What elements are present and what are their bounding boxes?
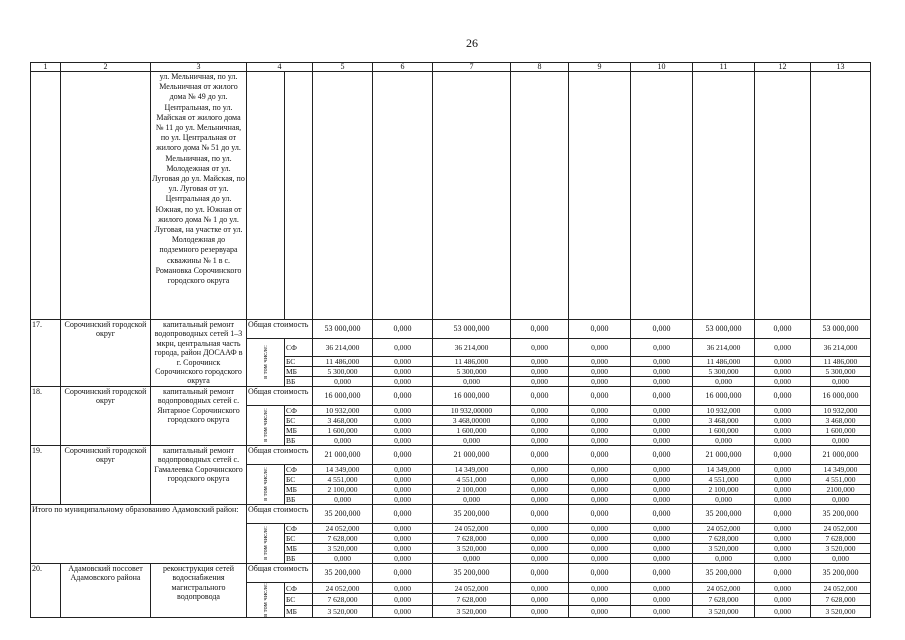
funding-value: 0,000: [755, 405, 811, 415]
funding-value: 0,000: [511, 356, 569, 366]
total-value: 16 000,000: [313, 386, 373, 405]
continuation-row: [31, 72, 871, 320]
total-value: 53 000,000: [433, 320, 511, 339]
municipality-name: Сорочинский городской округ: [61, 445, 151, 504]
total-value: 35 200,000: [433, 504, 511, 523]
funding-value: 0,000: [313, 553, 373, 563]
funding-value: 0,000: [511, 484, 569, 494]
funding-value: 24 052,000: [693, 523, 755, 533]
row-number: 19.: [31, 445, 61, 504]
funding-value: 7 628,000: [433, 594, 511, 606]
funding-value: 0,000: [631, 494, 693, 504]
funding-value: 24 052,000: [693, 582, 755, 594]
funding-value: 0,000: [569, 474, 631, 484]
funding-value: 0,000: [373, 339, 433, 357]
funding-value: 0,000: [373, 543, 433, 553]
funding-value: 4 551,000: [811, 474, 871, 484]
row-number: 20.: [31, 563, 61, 617]
funding-value: 2 100,000: [433, 484, 511, 494]
funding-source-label: МБ: [285, 366, 313, 376]
funding-value: 36 214,000: [433, 339, 511, 357]
funding-value: 5 300,000: [433, 366, 511, 376]
total-value: 35 200,000: [313, 504, 373, 523]
funding-value: 36 214,000: [811, 339, 871, 357]
funding-value: 0,000: [511, 494, 569, 504]
funding-value: 0,000: [631, 339, 693, 357]
funding-value: 0,000: [373, 415, 433, 425]
total-value: 0,000: [373, 386, 433, 405]
funding-value: 0,000: [631, 474, 693, 484]
total-value: 0,000: [631, 320, 693, 339]
funding-value: 0,000: [511, 464, 569, 474]
total-value: 0,000: [569, 445, 631, 464]
total-value: 0,000: [511, 445, 569, 464]
funding-source-label: СФ: [285, 582, 313, 594]
funding-value: 0,000: [511, 474, 569, 484]
funding-value: 0,000: [569, 606, 631, 618]
funding-value: 0,000: [631, 435, 693, 445]
funding-value: 0,000: [755, 376, 811, 386]
funding-value: 0,000: [569, 582, 631, 594]
page-number: 26: [466, 36, 478, 50]
funding-value: 0,000: [811, 376, 871, 386]
total-value: 0,000: [511, 504, 569, 523]
funding-value: 0,000: [511, 606, 569, 618]
funding-value: 0,000: [313, 494, 373, 504]
total-value: 35 200,000: [811, 563, 871, 582]
funding-value: 0,000: [569, 594, 631, 606]
funding-value: 0,000: [511, 533, 569, 543]
funding-value: 0,000: [433, 435, 511, 445]
funding-value: 7 628,000: [811, 533, 871, 543]
funding-value: 7 628,000: [433, 533, 511, 543]
funding-source-label: ВБ: [285, 376, 313, 386]
funding-value: 24 052,000: [811, 582, 871, 594]
including-label: [247, 405, 285, 445]
funding-value: 4 551,000: [693, 474, 755, 484]
total-value: 0,000: [631, 445, 693, 464]
total-value: 35 200,000: [313, 563, 373, 582]
funding-value: 0,000: [373, 356, 433, 366]
funding-value: 24 052,000: [313, 523, 373, 533]
funding-value: 0,000: [313, 435, 373, 445]
funding-value: 0,000: [569, 356, 631, 366]
funding-value: 0,000: [631, 523, 693, 533]
project-description: капитальный ремонт водопроводных сетей с. Гамалеевка Сорочинского городского округа: [151, 445, 247, 504]
total-value: 53 000,000: [811, 320, 871, 339]
total-cost-label: Общая стоимость: [247, 563, 313, 582]
funding-value: 5 300,000: [313, 366, 373, 376]
funding-value: 0,000: [569, 425, 631, 435]
funding-value: 0,000: [569, 339, 631, 357]
funding-source-label: МБ: [285, 484, 313, 494]
project-description: капитальный ремонт водопроводных сетей 1–3 мкрн, центральная часть города, район ДОСААФ в г. Сорочинск Сорочинского городского округа: [151, 320, 247, 387]
funding-value: 0,000: [755, 606, 811, 618]
funding-value: 4 551,000: [313, 474, 373, 484]
including-text: в том числе:: [262, 408, 269, 443]
including-text: в том числе:: [262, 582, 269, 617]
total-value: 35 200,000: [693, 563, 755, 582]
total-cost-label: Общая стоимость: [247, 386, 313, 405]
summary-label: Итого по муниципальному образованию Адамовский район:: [31, 504, 247, 563]
funding-value: 0,000: [811, 553, 871, 563]
total-value: 0,000: [631, 563, 693, 582]
total-value: 53 000,000: [313, 320, 373, 339]
empty-cell: [693, 72, 755, 320]
col-header: 13: [811, 63, 871, 72]
funding-value: 0,000: [693, 376, 755, 386]
including-label: [247, 339, 285, 387]
funding-value: 0,000: [755, 474, 811, 484]
total-value: 21 000,000: [433, 445, 511, 464]
col-header: 12: [755, 63, 811, 72]
funding-value: 0,000: [811, 494, 871, 504]
funding-value: 10 932,000: [811, 405, 871, 415]
empty-cell: [373, 72, 433, 320]
funding-value: 0,000: [569, 523, 631, 533]
total-value: 0,000: [569, 386, 631, 405]
funding-value: 0,000: [511, 415, 569, 425]
funding-value: 1 600,000: [811, 425, 871, 435]
funding-value: 0,000: [569, 494, 631, 504]
funding-value: 0,000: [693, 494, 755, 504]
funding-value: 3 520,000: [811, 606, 871, 618]
funding-value: 3 520,000: [433, 606, 511, 618]
total-value: 0,000: [511, 563, 569, 582]
funding-value: 4 551,000: [433, 474, 511, 484]
funding-value: 0,000: [631, 464, 693, 474]
total-value: 0,000: [755, 386, 811, 405]
total-value: 21 000,000: [693, 445, 755, 464]
budget-table: [30, 62, 871, 618]
funding-value: 14 349,000: [811, 464, 871, 474]
project-total-row: [31, 445, 871, 464]
funding-value: 0,000: [511, 594, 569, 606]
funding-value: 0,000: [511, 543, 569, 553]
col-header: 7: [433, 63, 511, 72]
total-value: 0,000: [373, 445, 433, 464]
empty-cell: [285, 72, 313, 320]
funding-value: 11 486,000: [313, 356, 373, 366]
funding-value: 11 486,000: [811, 356, 871, 366]
funding-value: 36 214,000: [313, 339, 373, 357]
funding-value: 2100,000: [811, 484, 871, 494]
funding-source-label: ВБ: [285, 494, 313, 504]
funding-value: 24 052,000: [811, 523, 871, 533]
col-header: 9: [569, 63, 631, 72]
funding-value: 3 468,000: [693, 415, 755, 425]
municipality-name: Сорочинский городской округ: [61, 386, 151, 445]
total-value: 35 200,000: [811, 504, 871, 523]
funding-value: 3 520,000: [693, 606, 755, 618]
funding-value: 0,000: [755, 543, 811, 553]
funding-value: 0,000: [569, 533, 631, 543]
total-value: 0,000: [631, 386, 693, 405]
funding-value: 5 300,000: [811, 366, 871, 376]
funding-value: 0,000: [569, 405, 631, 415]
funding-value: 0,000: [313, 376, 373, 386]
funding-value: 0,000: [433, 553, 511, 563]
funding-value: 0,000: [631, 376, 693, 386]
funding-value: 0,000: [433, 494, 511, 504]
funding-value: 0,000: [631, 582, 693, 594]
funding-value: 0,000: [631, 553, 693, 563]
col-header: 1: [31, 63, 61, 72]
total-value: 16 000,000: [693, 386, 755, 405]
project-total-row: [31, 386, 871, 405]
empty-cell: [511, 72, 569, 320]
funding-value: 0,000: [755, 582, 811, 594]
funding-value: 0,000: [569, 366, 631, 376]
funding-value: 0,000: [373, 533, 433, 543]
row-number: 18.: [31, 386, 61, 445]
total-cost-label: Общая стоимость: [247, 445, 313, 464]
total-cost-label: Общая стоимость: [247, 504, 313, 523]
funding-value: 0,000: [373, 425, 433, 435]
funding-value: 2 100,000: [313, 484, 373, 494]
total-value: 0,000: [511, 386, 569, 405]
funding-value: 5 300,000: [693, 366, 755, 376]
col-header: 4: [247, 63, 313, 72]
funding-value: 0,000: [569, 484, 631, 494]
funding-source-label: БС: [285, 415, 313, 425]
col-header: 2: [61, 63, 151, 72]
funding-value: 7 628,000: [313, 594, 373, 606]
funding-value: 0,000: [569, 464, 631, 474]
col-header: 8: [511, 63, 569, 72]
project-total-row: [31, 320, 871, 339]
funding-value: 0,000: [373, 464, 433, 474]
col-header: 3: [151, 63, 247, 72]
including-text: в том числе:: [262, 526, 269, 561]
funding-source-label: СФ: [285, 523, 313, 533]
funding-value: 24 052,000: [433, 523, 511, 533]
funding-value: 0,000: [631, 543, 693, 553]
funding-source-label: БС: [285, 594, 313, 606]
total-value: 0,000: [373, 504, 433, 523]
funding-value: 3 520,000: [313, 543, 373, 553]
funding-value: 0,000: [433, 376, 511, 386]
including-text: в том числе:: [262, 345, 269, 380]
funding-value: 1 600,000: [433, 425, 511, 435]
funding-source-label: БС: [285, 533, 313, 543]
total-value: 35 200,000: [433, 563, 511, 582]
funding-value: 14 349,000: [433, 464, 511, 474]
funding-value: 0,000: [569, 435, 631, 445]
funding-value: 10 932,00000: [433, 405, 511, 415]
funding-value: 0,000: [373, 484, 433, 494]
funding-value: 0,000: [511, 582, 569, 594]
funding-value: 0,000: [511, 435, 569, 445]
empty-cell: [31, 72, 61, 320]
funding-value: 0,000: [631, 405, 693, 415]
funding-value: 0,000: [755, 356, 811, 366]
funding-value: 7 628,000: [693, 594, 755, 606]
funding-value: 7 628,000: [313, 533, 373, 543]
funding-value: 0,000: [755, 425, 811, 435]
funding-value: 0,000: [755, 464, 811, 474]
funding-value: 0,000: [373, 494, 433, 504]
funding-source-label: БС: [285, 356, 313, 366]
funding-source-label: МБ: [285, 543, 313, 553]
including-label: [247, 523, 285, 563]
summary-total-row: [31, 504, 871, 523]
funding-value: 0,000: [511, 523, 569, 533]
funding-value: 0,000: [755, 415, 811, 425]
funding-value: 0,000: [755, 523, 811, 533]
col-header: 10: [631, 63, 693, 72]
funding-value: 0,000: [511, 366, 569, 376]
col-header: 5: [313, 63, 373, 72]
empty-cell: [433, 72, 511, 320]
total-value: 21 000,000: [313, 445, 373, 464]
empty-cell: [631, 72, 693, 320]
total-value: 0,000: [511, 320, 569, 339]
total-value: 0,000: [569, 320, 631, 339]
funding-value: 0,000: [631, 356, 693, 366]
total-value: 16 000,000: [811, 386, 871, 405]
funding-value: 3 468,00000: [433, 415, 511, 425]
funding-value: 1 600,000: [313, 425, 373, 435]
funding-value: 0,000: [631, 415, 693, 425]
funding-value: 0,000: [511, 425, 569, 435]
empty-cell: [569, 72, 631, 320]
total-cost-label: Общая стоимость: [247, 320, 313, 339]
total-value: 53 000,000: [693, 320, 755, 339]
total-value: 0,000: [569, 563, 631, 582]
funding-value: 0,000: [373, 435, 433, 445]
funding-value: 14 349,000: [693, 464, 755, 474]
funding-value: 0,000: [511, 339, 569, 357]
funding-value: 24 052,000: [313, 582, 373, 594]
funding-value: 0,000: [631, 533, 693, 543]
empty-cell: [313, 72, 373, 320]
funding-value: 3 520,000: [313, 606, 373, 618]
funding-value: 0,000: [373, 606, 433, 618]
including-text: в том числе:: [262, 467, 269, 502]
funding-value: 10 932,000: [693, 405, 755, 415]
funding-value: 0,000: [373, 366, 433, 376]
funding-value: 0,000: [755, 533, 811, 543]
municipality-name: Адамовский поссовет Адамовского района: [61, 563, 151, 617]
col-header: 6: [373, 63, 433, 72]
funding-source-label: МБ: [285, 425, 313, 435]
empty-cell: [61, 72, 151, 320]
column-number-row: [31, 63, 871, 72]
project-description: капитальный ремонт водопроводных сетей с. Янтарное Сорочинского городского округа: [151, 386, 247, 445]
funding-source-label: МБ: [285, 606, 313, 618]
funding-value: 0,000: [631, 425, 693, 435]
funding-value: 2 100,000: [693, 484, 755, 494]
funding-value: 0,000: [569, 376, 631, 386]
funding-value: 3 468,000: [811, 415, 871, 425]
funding-value: 0,000: [373, 553, 433, 563]
funding-source-label: СФ: [285, 464, 313, 474]
funding-value: 10 932,000: [313, 405, 373, 415]
funding-value: 0,000: [631, 366, 693, 376]
funding-value: 0,000: [693, 435, 755, 445]
funding-value: 36 214,000: [693, 339, 755, 357]
total-value: 0,000: [373, 563, 433, 582]
funding-value: 0,000: [373, 582, 433, 594]
funding-value: 0,000: [631, 606, 693, 618]
funding-source-label: СФ: [285, 405, 313, 415]
total-value: 16 000,000: [433, 386, 511, 405]
funding-value: 7 628,000: [811, 594, 871, 606]
funding-value: 0,000: [373, 376, 433, 386]
funding-value: 3 520,000: [433, 543, 511, 553]
total-value: 0,000: [755, 563, 811, 582]
funding-value: 0,000: [755, 339, 811, 357]
funding-value: 11 486,000: [693, 356, 755, 366]
including-label: [247, 582, 285, 617]
funding-value: 24 052,000: [433, 582, 511, 594]
funding-value: 0,000: [631, 594, 693, 606]
funding-value: 0,000: [755, 366, 811, 376]
funding-value: 0,000: [569, 415, 631, 425]
total-value: 0,000: [569, 504, 631, 523]
project-description: реконструкция сетей водоснабжения магистрального водопровода: [151, 563, 247, 617]
total-value: 35 200,000: [693, 504, 755, 523]
funding-value: 0,000: [631, 484, 693, 494]
funding-value: 0,000: [511, 553, 569, 563]
funding-value: 3 520,000: [811, 543, 871, 553]
funding-value: 0,000: [755, 553, 811, 563]
funding-source-label: ВБ: [285, 435, 313, 445]
empty-cell: [811, 72, 871, 320]
municipality-name: Сорочинский городской округ: [61, 320, 151, 387]
funding-source-label: СФ: [285, 339, 313, 357]
funding-value: 11 486,000: [433, 356, 511, 366]
funding-value: 0,000: [693, 553, 755, 563]
total-value: 0,000: [755, 320, 811, 339]
funding-value: 0,000: [373, 523, 433, 533]
empty-cell: [247, 72, 285, 320]
funding-source-label: ВБ: [285, 553, 313, 563]
funding-value: 0,000: [511, 405, 569, 415]
including-label: [247, 464, 285, 504]
funding-value: 3 468,000: [313, 415, 373, 425]
funding-value: 14 349,000: [313, 464, 373, 474]
funding-value: 3 520,000: [693, 543, 755, 553]
funding-value: 0,000: [569, 553, 631, 563]
funding-value: 0,000: [811, 435, 871, 445]
funding-value: 0,000: [755, 594, 811, 606]
empty-cell: [755, 72, 811, 320]
funding-value: 0,000: [373, 594, 433, 606]
funding-value: 7 628,000: [693, 533, 755, 543]
funding-value: 0,000: [755, 435, 811, 445]
funding-value: 0,000: [755, 494, 811, 504]
total-value: 0,000: [755, 445, 811, 464]
total-value: 21 000,000: [811, 445, 871, 464]
funding-value: 1 600,000: [693, 425, 755, 435]
funding-value: 0,000: [373, 474, 433, 484]
funding-value: 0,000: [373, 405, 433, 415]
funding-value: 0,000: [569, 543, 631, 553]
row-number: 17.: [31, 320, 61, 387]
funding-source-label: БС: [285, 474, 313, 484]
funding-value: 0,000: [511, 376, 569, 386]
total-value: 0,000: [755, 504, 811, 523]
total-value: 0,000: [373, 320, 433, 339]
object-description: ул. Мельничная, по ул. Мельничная от жилого дома № 49 до ул. Центральная, по ул. Майская от жилого дома № 11 до ул. Мельничная, по ул. Центральная от жилого дома № 51 до ул. Мельничная, по ул. Молодежная от ул. Луговая до ул. Майская, по ул. Луговая от ул. Центральная до ул. Южная, по ул. Южная от жилого дома № 1 до ул. Луговая, на участке от ул. Молодежная до подземного резервуара скважины № 1 в с. Романовка Сорочинского городского округа: [151, 72, 247, 320]
funding-value: 0,000: [755, 484, 811, 494]
total-value: 0,000: [631, 504, 693, 523]
col-header: 11: [693, 63, 755, 72]
project-total-row: [31, 563, 871, 582]
